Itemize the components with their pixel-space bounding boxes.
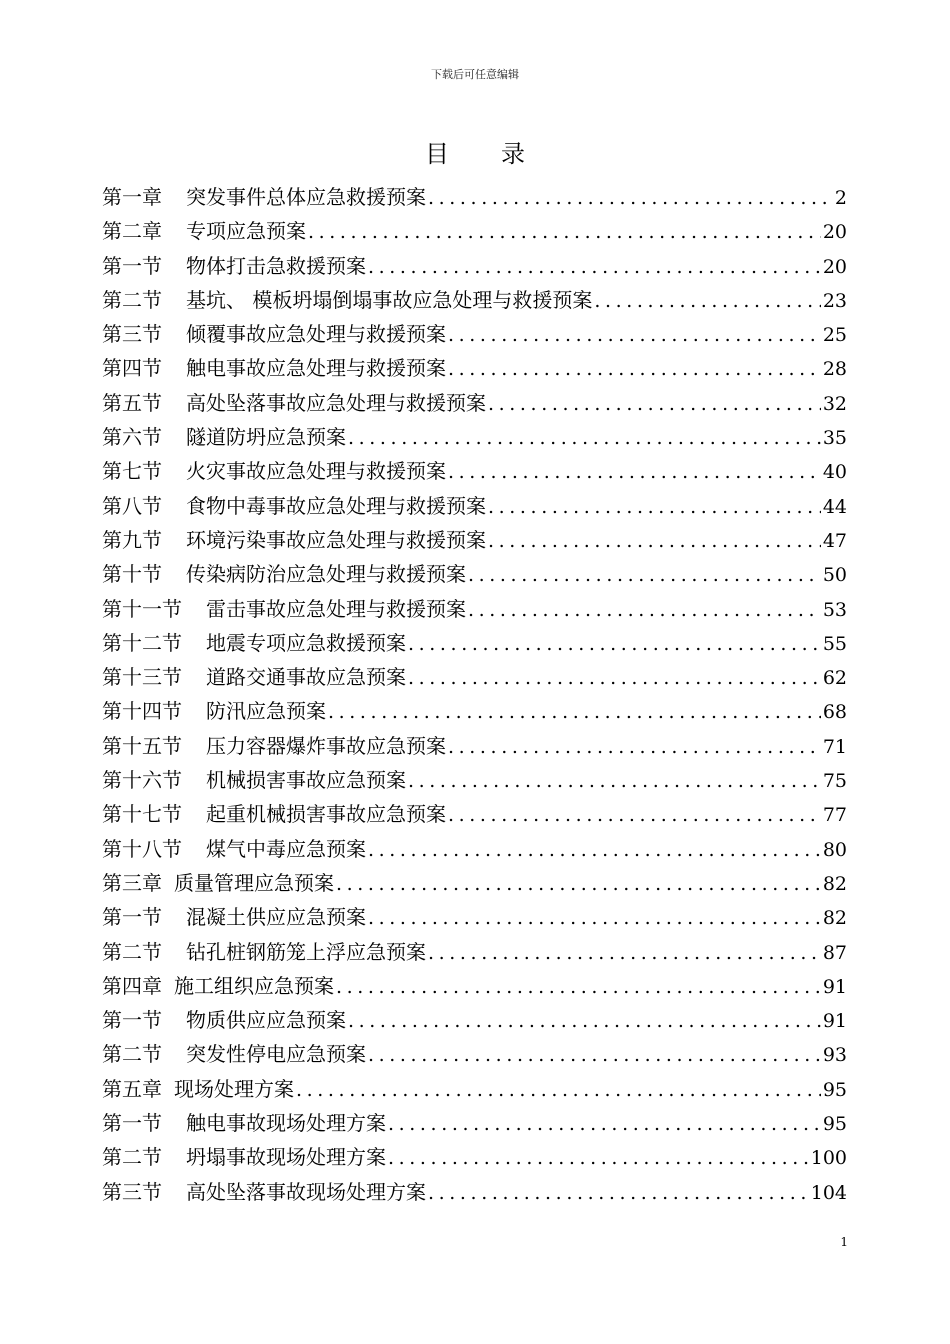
- toc-dot-leader: [592, 290, 820, 312]
- toc-entry-label: [102, 901, 366, 930]
- toc-entry-title: 物质供应应急预案: [186, 1008, 346, 1033]
- toc-entry-page: 20: [822, 255, 847, 278]
- toc-entry-page: 82: [822, 907, 847, 930]
- toc-entry[interactable]: [102, 1141, 847, 1175]
- toc-entry-page: 23: [822, 289, 847, 312]
- toc-dot-leader: [306, 221, 821, 243]
- toc-entry-page: 25: [822, 324, 847, 347]
- toc-entry-title: 施工组织应急预案: [174, 973, 334, 998]
- toc-dot-leader: [406, 667, 821, 689]
- toc-entry-title: 压力容器爆炸事故应急预案: [206, 733, 446, 758]
- toc-entry-number: 第十四节: [102, 699, 182, 724]
- toc-entry-page: 28: [822, 358, 847, 381]
- toc-entry-label: [102, 1004, 346, 1033]
- toc-entry-title: 混凝土供应应急预案: [186, 905, 366, 930]
- toc-entry[interactable]: [102, 661, 847, 695]
- toc-entry-number: 第二章: [102, 219, 162, 244]
- toc-entry-label: [102, 936, 426, 965]
- toc-entry-number: 第九节: [102, 527, 162, 552]
- toc-entry-title: 触电事故应急处理与救援预案: [186, 356, 446, 381]
- toc-entry-page: 20: [822, 221, 847, 244]
- toc-entry[interactable]: [102, 318, 847, 352]
- toc-entry-page: 91: [822, 975, 847, 998]
- toc-dot-leader: [486, 496, 821, 518]
- toc-entry-title: 地震专项应急救援预案: [206, 630, 406, 655]
- toc-entry-page: 40: [822, 461, 847, 484]
- toc-dot-leader: [386, 1113, 821, 1135]
- toc-entry-page: 100: [810, 1147, 847, 1170]
- toc-entry[interactable]: [102, 524, 847, 558]
- toc-dot-leader: [366, 839, 821, 861]
- toc-entry-label: [102, 867, 334, 896]
- toc-entry-page: 32: [822, 392, 847, 415]
- toc-entry-page: 44: [822, 495, 847, 518]
- toc-entry-page: 35: [822, 427, 847, 450]
- table-of-contents: [102, 181, 847, 1210]
- toc-entry-label: [102, 661, 406, 690]
- toc-entry[interactable]: [102, 558, 847, 592]
- toc-entry-title: 起重机械损害事故应急预案: [206, 802, 446, 827]
- toc-dot-leader: [446, 736, 821, 758]
- toc-entry-number: 第十二节: [102, 630, 182, 655]
- toc-entry[interactable]: [102, 627, 847, 661]
- toc-entry-page: 75: [822, 770, 847, 793]
- toc-entry-page: 47: [822, 529, 847, 552]
- toc-entry[interactable]: [102, 1176, 847, 1210]
- toc-entry-number: 第十三节: [102, 665, 182, 690]
- toc-entry[interactable]: [102, 1038, 847, 1072]
- toc-entry-label: [102, 627, 406, 656]
- toc-dot-leader: [466, 599, 821, 621]
- toc-dot-leader: [446, 358, 821, 380]
- toc-entry-title: 专项应急预案: [186, 219, 306, 244]
- toc-entry[interactable]: [102, 970, 847, 1004]
- toc-entry-label: [102, 833, 366, 862]
- toc-entry-label: [102, 695, 326, 724]
- toc-entry-page: 55: [822, 632, 847, 655]
- toc-entry-title: 倾覆事故应急处理与救援预案: [186, 322, 446, 347]
- toc-entry-label: [102, 1107, 386, 1136]
- toc-entry[interactable]: [102, 1107, 847, 1141]
- toc-entry-title: 钻孔桩钢筋笼上浮应急预案: [186, 939, 426, 964]
- toc-entry-label: [102, 730, 446, 759]
- toc-dot-leader: [366, 1044, 821, 1066]
- toc-entry-title: 物体打击急救援预案: [186, 253, 366, 278]
- toc-entry[interactable]: [102, 284, 847, 318]
- toc-entry-number: 第八节: [102, 493, 162, 518]
- toc-entry-number: 第十五节: [102, 733, 182, 758]
- toc-entry-label: [102, 798, 446, 827]
- toc-dot-leader: [426, 1182, 809, 1204]
- toc-entry[interactable]: [102, 798, 847, 832]
- toc-entry-label: [102, 455, 446, 484]
- toc-entry-page: 62: [822, 667, 847, 690]
- toc-entry[interactable]: [102, 1073, 847, 1107]
- toc-entry-page: 50: [822, 564, 847, 587]
- toc-entry[interactable]: [102, 352, 847, 386]
- toc-entry-number: 第三节: [102, 1179, 162, 1204]
- toc-entry-page: 80: [822, 838, 847, 861]
- toc-entry-label: [102, 558, 466, 587]
- toc-entry-number: 第二节: [102, 1145, 162, 1170]
- toc-entry-page: 91: [822, 1010, 847, 1033]
- toc-entry-number: 第三节: [102, 322, 162, 347]
- toc-entry-title: 质量管理应急预案: [174, 870, 334, 895]
- toc-entry-title: 食物中毒事故应急处理与救援预案: [186, 493, 486, 518]
- toc-entry-title: 雷击事故应急处理与救援预案: [206, 596, 466, 621]
- toc-dot-leader: [334, 873, 821, 895]
- toc-entry-label: [102, 387, 486, 416]
- toc-entry-label: [102, 1073, 294, 1102]
- toc-entry-label: [102, 970, 334, 999]
- toc-entry-number: 第二节: [102, 939, 162, 964]
- toc-entry-number: 第四章: [102, 973, 162, 998]
- toc-entry-number: 第五节: [102, 390, 162, 415]
- toc-entry-page: 82: [822, 872, 847, 895]
- toc-entry-label: [102, 524, 486, 553]
- toc-entry-page: 53: [822, 598, 847, 621]
- toc-entry-label: [102, 284, 592, 313]
- toc-dot-leader: [446, 461, 821, 483]
- toc-entry-title: 触电事故现场处理方案: [186, 1111, 386, 1136]
- toc-entry-number: 第五章: [102, 1076, 162, 1101]
- toc-entry-number: 第十七节: [102, 802, 182, 827]
- toc-entry-label: [102, 352, 446, 381]
- toc-dot-leader: [406, 770, 821, 792]
- toc-dot-leader: [346, 1010, 821, 1032]
- toc-entry-number: 第七节: [102, 459, 162, 484]
- toc-entry-title: 火灾事故应急处理与救援预案: [186, 459, 446, 484]
- toc-entry-number: 第一节: [102, 1008, 162, 1033]
- toc-entry-page: 95: [822, 1113, 847, 1136]
- toc-entry[interactable]: [102, 387, 847, 421]
- toc-entry-title: 隧道防坍应急预案: [186, 425, 346, 450]
- toc-entry-label: [102, 181, 426, 210]
- toc-entry-page: 77: [822, 804, 847, 827]
- toc-dot-leader: [406, 633, 821, 655]
- toc-entry-page: 95: [822, 1078, 847, 1101]
- toc-entry-number: 第二节: [102, 287, 162, 312]
- toc-entry[interactable]: [102, 695, 847, 729]
- page-number: 1: [840, 1235, 848, 1249]
- toc-entry[interactable]: [102, 215, 847, 249]
- toc-entry[interactable]: [102, 764, 847, 798]
- toc-entry-label: [102, 318, 446, 347]
- toc-dot-leader: [294, 1079, 821, 1101]
- toc-entry-title: 传染病防治应急处理与救援预案: [186, 562, 466, 587]
- toc-entry-title: 防汛应急预案: [206, 699, 326, 724]
- toc-entry[interactable]: [102, 181, 847, 215]
- toc-entry-label: [102, 1141, 386, 1170]
- toc-entry-page: 93: [822, 1044, 847, 1067]
- toc-entry-number: 第二节: [102, 1042, 162, 1067]
- toc-entry-label: [102, 215, 306, 244]
- toc-entry-title: 高处坠落事故现场处理方案: [186, 1179, 426, 1204]
- toc-entry-label: [102, 250, 366, 279]
- toc-entry-title: 现场处理方案: [174, 1076, 294, 1101]
- toc-entry-page: 68: [822, 701, 847, 724]
- toc-entry-number: 第一节: [102, 1111, 162, 1136]
- toc-dot-leader: [346, 427, 821, 449]
- toc-entry-number: 第一节: [102, 905, 162, 930]
- toc-entry-label: [102, 421, 346, 450]
- toc-entry[interactable]: [102, 593, 847, 627]
- toc-dot-leader: [486, 393, 821, 415]
- toc-entry[interactable]: [102, 901, 847, 935]
- toc-dot-leader: [466, 564, 821, 586]
- toc-dot-leader: [486, 530, 821, 552]
- toc-entry-page: 104: [810, 1181, 847, 1204]
- toc-entry-title: 机械损害事故应急预案: [206, 768, 406, 793]
- toc-entry-title: 基坑、 模板坍塌倒塌事故应急处理与救援预案: [186, 287, 593, 312]
- toc-entry[interactable]: [102, 936, 847, 970]
- toc-entry[interactable]: [102, 730, 847, 764]
- toc-entry-label: [102, 490, 486, 519]
- toc-entry-label: [102, 593, 466, 622]
- header-note: 下载后可任意编辑: [431, 68, 519, 81]
- toc-entry-label: [102, 764, 406, 793]
- toc-entry-title: 高处坠落事故应急处理与救援预案: [186, 390, 486, 415]
- toc-entry-number: 第三章: [102, 870, 162, 895]
- toc-entry-number: 第一节: [102, 253, 162, 278]
- toc-dot-leader: [366, 256, 821, 278]
- toc-entry-number: 第一章: [102, 185, 162, 209]
- toc-dot-leader: [446, 324, 821, 346]
- toc-title: 目录: [425, 140, 577, 168]
- toc-entry-number: 第十一节: [102, 596, 182, 621]
- toc-entry-label: [102, 1176, 426, 1205]
- toc-entry-label: [102, 1038, 366, 1067]
- toc-entry[interactable]: [102, 1004, 847, 1038]
- toc-entry-title: 坍塌事故现场处理方案: [186, 1145, 386, 1170]
- toc-dot-leader: [446, 804, 821, 826]
- toc-entry-title: 道路交通事故应急预案: [206, 665, 406, 690]
- toc-dot-leader: [386, 1147, 809, 1169]
- toc-dot-leader: [334, 976, 821, 998]
- toc-entry-number: 第十八节: [102, 836, 182, 861]
- toc-entry-title: 环境污染事故应急处理与救援预案: [186, 527, 486, 552]
- toc-dot-leader: [326, 701, 821, 723]
- toc-entry[interactable]: [102, 867, 847, 901]
- toc-entry-number: 第四节: [102, 356, 162, 381]
- toc-entry-number: 第十节: [102, 562, 162, 587]
- toc-entry[interactable]: [102, 490, 847, 524]
- toc-entry-title: 突发事件总体应急救援预案: [186, 185, 426, 209]
- toc-entry-page: 87: [822, 941, 847, 964]
- toc-entry[interactable]: [102, 421, 847, 455]
- toc-dot-leader: [426, 187, 833, 209]
- toc-entry-page: 71: [822, 735, 847, 758]
- toc-dot-leader: [366, 907, 821, 929]
- toc-entry-title: 煤气中毒应急预案: [206, 836, 366, 861]
- toc-entry[interactable]: [102, 250, 847, 284]
- toc-entry-number: 第十六节: [102, 768, 182, 793]
- toc-dot-leader: [426, 942, 821, 964]
- toc-entry[interactable]: [102, 455, 847, 489]
- toc-entry-page: 2: [834, 187, 847, 209]
- toc-entry[interactable]: [102, 833, 847, 867]
- toc-entry-number: 第六节: [102, 425, 162, 450]
- toc-entry-title: 突发性停电应急预案: [186, 1042, 366, 1067]
